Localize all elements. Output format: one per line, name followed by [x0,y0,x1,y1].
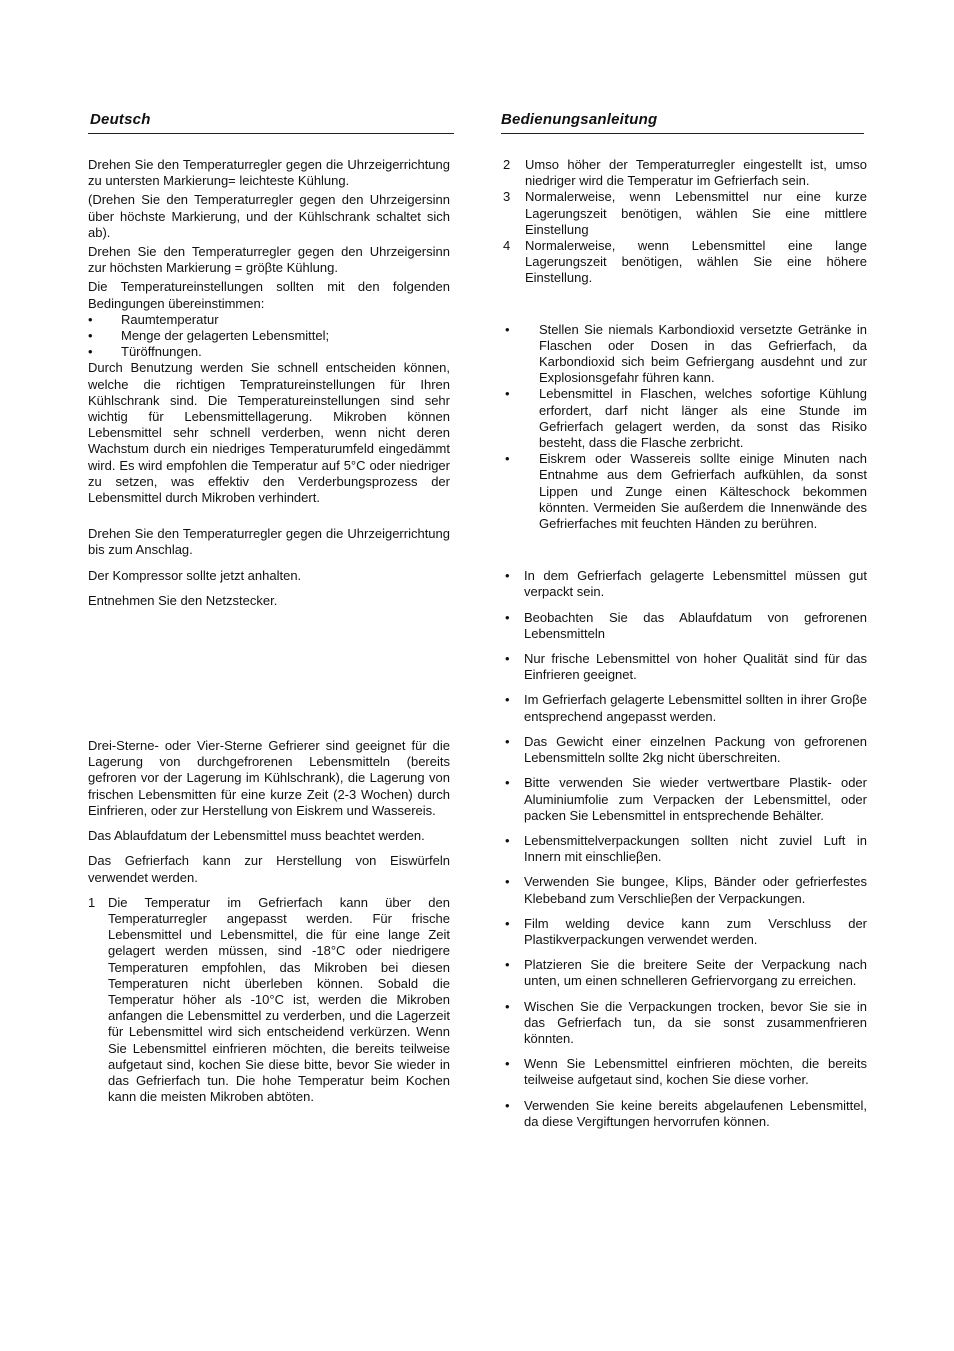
language-title: Deutsch [90,111,151,128]
numbered-item: 4 Normalerweise, wenn Lebensmittel eine lange Lagerungszeit benötigen, wählen Sie eine höhere Einstellung. [503,238,867,286]
numbered-item: 1 Die Temperatur im Gefrierfach kann über den Temperaturregler angepasst werden. Für frische Lebensmittel und Lebensmittel, die für eine lange Zeit gelagert werden müssen, sind -18°C oder niedrigere Temperaturen empfohlen, das Mikroben bei diesen Temperaturen nicht überleben können. Sobald die Temperatur höher als -10°C ist, werden die Mikroben anfangen die Lebensmittel zu verderben, und die Lagerzeit für Lebensmittel wird sich entscheidend verkürzen. Wenn Sie Lebensmittel einfrieren möchten, die bereits teilweise aufgetaut sind, kochen Sie diese bitte, bevor Sie wieder in das Gefrierfach tun. Die hohe Temperatur beim Kochen kann die meisten Mikroben abtöten. [88,894,450,1105]
warning-item: • Lebensmittel in Flaschen, welches sofortige Kühlung erfordert, darf nicht länger als eine Stunde im Gefrierfach gelagert werden, da sonst das Risiko besteht, dass die Flasche zerbricht. [505,386,867,451]
bullet-icon: • [505,568,510,584]
tip-item: • Verwenden Sie bungee, Klips, Bänder oder gefrierfestes Klebeband zum Verschlieβen der Verpackungen. [505,874,867,906]
item-number: 3 [503,189,511,205]
paragraph: Das Ablaufdatum der Lebensmittel muss beachtet werden. [88,828,425,844]
list-item: • Türöffnungen. [88,344,202,360]
paragraph: (Drehen Sie den Temperaturregler gegen den Uhrzeigersinn über höchste Markierung, und der Kühlschrank schaltet sich ab). [88,192,450,240]
bullet-icon: • [505,1056,510,1072]
tip-item: • Platzieren Sie die breitere Seite der Verpackung nach unten, um einen schnelleren Gefriervorgang zu erreichen. [505,957,867,989]
tip-item: • Nur frische Lebensmittel von hoher Qualität sind für das Einfrieren geeignet. [505,651,867,683]
bullet-icon: • [505,609,510,625]
paragraph: Das Gefrierfach kann zur Herstellung von Eiswürfeln verwendet werden. [88,853,450,885]
manual-title: Bedienungsanleitung [501,111,658,128]
tip-item: • Das Gewicht einer einzelnen Packung von gefrorenen Lebensmitteln sollte 2kg nicht überschreiten. [505,733,867,766]
warning-item: • Stellen Sie niemals Karbondioxid versetzte Getränke in Flaschen oder Dosen in das Gefrierfach, da Karbondioxid sich beim Gefriergang ausdehnt und zur Explosionsgefahr führen kann. [505,321,867,386]
header-left [88,111,454,134]
tip-item: • Wenn Sie Lebensmittel einfrieren möchten, die bereits teilweise aufgetaut sind, kochen Sie diese vorher. [505,1056,867,1088]
bullet-icon: • [505,651,510,667]
paragraph: Drei-Sterne- oder Vier-Sterne Gefrierer sind geeignet für die Lagerung von durchgefrorenen Lebensmitteln (bereits gefroren vor der Lagerung im Kühlschrank), die Lagerung von frischen Lebensmitten für eine kurze Zeit (2-3 Wochen) durch Einfrieren, oder zur Herstellung von Eiskrem und Wassereis. [88,738,450,818]
bullet-icon: • [505,321,510,337]
paragraph: Drehen Sie den Temperaturregler gegen die Uhrzeigerrichtung bis zum Anschlag. [88,526,450,558]
paragraph: Drehen Sie den Temperaturregler gegen die Uhrzeigerrichtung zu untersten Markierung= leichteste Kühlung. [88,157,450,189]
warning-item: • Eiskrem oder Wassereis sollte einige Minuten nach Entnahme aus dem Gefrierfach aufkühlen, da sonst Lippen und Zunge einen Kälteschock bekommen könnten. Vermeiden Sie außerdem die Innenwände des Gefrierfaches mit feuchten Händen zu berühren. [505,451,867,532]
tip-item: • Beobachten Sie das Ablaufdatum von gefrorenen Lebensmitteln [505,609,867,641]
bullet-icon: • [505,998,510,1014]
list-item: • Raumtemperatur [88,311,219,327]
paragraph: Drehen Sie den Temperaturregler gegen den Uhrzeigersinn zur höchsten Markierung = gröβte Kühlung. [88,244,450,276]
bullet-icon: • [505,775,510,791]
bullet-icon: • [505,692,510,708]
numbered-item: 3 Normalerweise, wenn Lebensmittel nur eine kurze Lagerungszeit benötigen, wählen Sie eine mittlere Einstellung [503,189,867,237]
bullet-icon: • [505,733,510,749]
tips-list [503,568,867,1130]
bullet-icon: • [88,328,93,344]
header-right [501,111,864,134]
tip-item: • Im Gefrierfach gelagerte Lebensmittel sollten in ihrer Groβe entsprechend angepasst werden. [505,692,867,724]
tip-item: • Lebensmittelverpackungen sollten nicht zuviel Luft in Innern mit einschlieβen. [505,832,867,865]
item-number: 4 [503,238,511,254]
paragraph: Der Kompressor sollte jetzt anhalten. [88,567,302,583]
tip-item: • Bitte verwenden Sie wieder vertwertbare Plastik- oder Aluminiumfolie zum Verpacken der Lebensmittel, oder packen Sie Lebensmittel in entsprechende Behälter. [505,775,867,823]
tip-item: • Film welding device kann zum Verschluss der Plastikverpackungen verwendet werden. [505,915,867,947]
bullet-icon: • [505,832,510,848]
item-number: 2 [503,157,511,172]
item-number: 1 [88,894,96,910]
tip-item: • Wischen Sie die Verpackungen trocken, bevor Sie sie in das Gefrierfach tun, da sie sonst zusammenfrieren könnten. [505,998,867,1046]
paragraph: Durch Benutzung werden Sie schnell entscheiden können, welche die richtigen Tempratureinstellungen für Ihren Kühlschrank sind. Die Temperatureinstellungen sind sehr wichtig für Lebensmittellagerung. Mikroben können Lebensmittel sehr schnell verderben, wenn nicht deren Wachstum durch ein niedriges Temperaturumfeld eingedämmt wird. Es wird empfohlen die Temperatur auf 5°C oder niedriger zu setzen, was effektiv den Verderbungsprozess der Lebensmittel durch Mikroben verhindert. [88,360,450,506]
bullet-icon: • [505,957,510,973]
tip-item: • Verwenden Sie keine bereits abgelaufenen Lebensmittel, da diese Vergiftungen hervorrufen können. [505,1097,867,1129]
bullet-icon: • [505,386,510,402]
paragraph: Entnehmen Sie den Netzstecker. [88,592,278,608]
tip-item: • In dem Gefrierfach gelagerte Lebensmittel müssen gut verpackt sein. [505,568,867,600]
list-item: • Menge der gelagerten Lebensmittel; [88,328,330,344]
paragraph: Die Temperatureinstellungen sollten mit den folgenden Bedingungen übereinstimmen: [88,279,450,311]
bullet-icon: • [505,1097,510,1113]
bullet-icon: • [88,311,93,327]
bullet-icon: • [505,451,510,467]
left-column [88,157,450,1105]
bullet-icon: • [505,915,510,931]
bullet-icon: • [88,344,93,360]
right-column [503,157,867,1139]
bullet-icon: • [505,874,510,890]
numbered-item: 2 Umso höher der Temperaturregler eingestellt ist, umso niedriger wird die Temperatur im Gefrierfach sein. [503,157,867,189]
